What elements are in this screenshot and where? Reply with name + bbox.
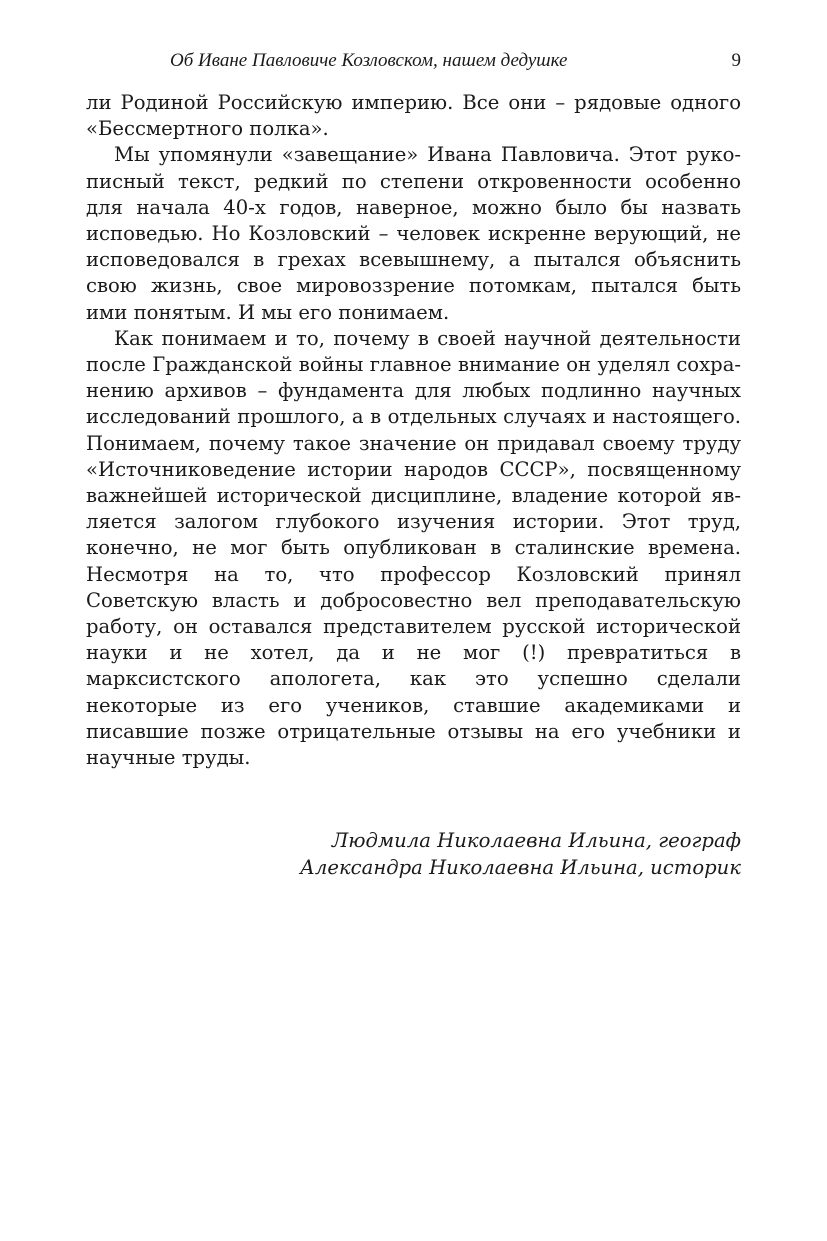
running-header (86, 48, 741, 76)
page-number: 9 (731, 50, 741, 71)
body-text (86, 90, 741, 771)
book-page (86, 48, 741, 881)
signature-geographer: Людмила Николаевна Ильина, географ (331, 829, 741, 853)
paragraph-testament: Мы упомянули «завещание» Ивана Павловича. Этот рукописный текст, редкий по степени откровенности особенно для начала 40-х годов, наверное, можно было бы назвать исповедью. Но Козловский – человек искренне верующий, не исповедовался в грехах всевышнему, а пытался объяснить свою жизнь, свое мировоззрение потомкам, пытался быть ими понятым. И мы его понимаем. (86, 143, 741, 324)
paragraph-understanding: Как понимаем и то, почему в своей научной деятельности после Гражданской войны главное внимание он уделял сохранению архивов – фундамента для любых подлинно научных исследований прошлого, а в отдельных случаях и настоящего. Понимаем, почему такое значение он придавал своему труду «Источниковедение истории народов СССР», посвященному важнейшей исторической дисциплине, владение которой является залогом глубокого изучения истории. Этот труд, конечно, не мог быть опубликован в сталинские времена. Несмотря на то, что профессор Козловский принял Советскую власть и добросовестно вел преподавательскую работу, он оставался представителем русской исторической науки и не хотел, да и не мог (!) превратиться в марксистского апологета, как это успешно сделали некоторые из его учеников, ставшие академиками и писавшие позже отрицательные отзывы на его учебники и научные труды. (86, 326, 741, 770)
paragraph-continuation: ли Родиной Российскую империю. Все они – рядовые одного «Бессмертного полка». (86, 91, 741, 141)
signature-historian: Александра Николаевна Ильина, историк (300, 856, 741, 880)
running-title: Об Иване Павловиче Козловском, нашем дедушке (170, 50, 568, 71)
author-signatures (86, 827, 741, 881)
